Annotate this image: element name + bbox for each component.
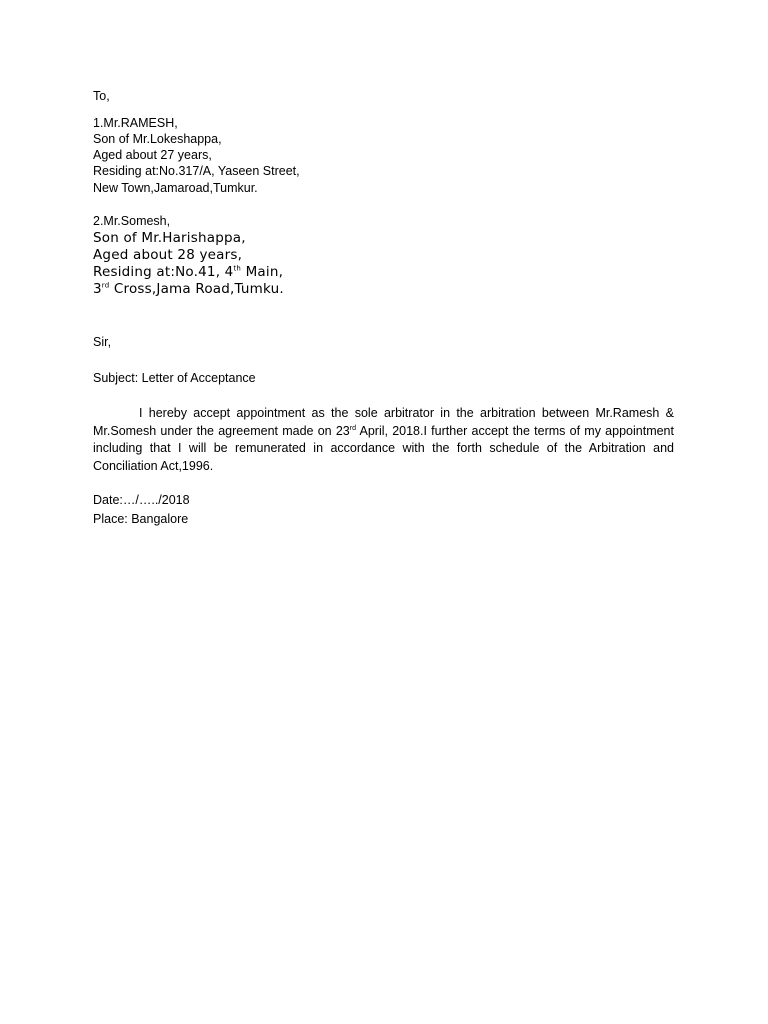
addressee2-age: Aged about 28 years, xyxy=(93,247,243,263)
addressee1-name: 1.Mr.RAMESH, xyxy=(93,116,178,130)
addressee2-address-line2-tail: Cross,Jama Road,Tumku. xyxy=(109,281,284,297)
addressee2-address-line1 xyxy=(93,264,283,281)
addressee2-address-line2-sup: rd xyxy=(101,281,110,290)
addressee1-address-line2: New Town,Jamaroad,Tumkur. xyxy=(93,181,258,195)
addressee1-age: Aged about 27 years, xyxy=(93,148,212,162)
greeting: Sir, xyxy=(93,335,112,349)
place-line: Place: Bangalore xyxy=(93,512,189,526)
body-date-sup: rd xyxy=(349,424,356,432)
addressee1-address-line1: Residing at:No.317/A, Yaseen Street, xyxy=(93,164,300,178)
body-paragraph xyxy=(93,405,674,475)
addressee2-name: 2.Mr.Somesh, xyxy=(93,214,171,228)
subject-line: Subject: Letter of Acceptance xyxy=(93,371,256,385)
addressee1-parent: Son of Mr.Lokeshappa, xyxy=(93,132,222,146)
date-line: Date:…/…../2018 xyxy=(93,493,190,507)
addressee2-address-line1-text: Residing at:No.41, 4 xyxy=(93,264,234,280)
to-salutation: To, xyxy=(93,89,110,103)
addressee2-address-line2 xyxy=(93,281,284,298)
addressee2-parent: Son of Mr.Harishappa, xyxy=(93,230,246,246)
addressee2-address-line1-sup: th xyxy=(233,264,242,273)
body-text-end: April, 2018.I further accept the terms of my appointment including that I will be remunerated in accordance with the forth schedule of the Arbitration and Conciliation Act,1996. xyxy=(93,423,674,473)
body-text-start: I hereby accept appointment as the sole arbitrator in the arbitration between Mr.Ramesh & Mr.Somesh under the agreement made on 23 xyxy=(93,406,674,438)
addressee2-address-line1-tail: Main, xyxy=(241,264,284,280)
addressee2-address-line2-text: 3 xyxy=(93,281,102,297)
